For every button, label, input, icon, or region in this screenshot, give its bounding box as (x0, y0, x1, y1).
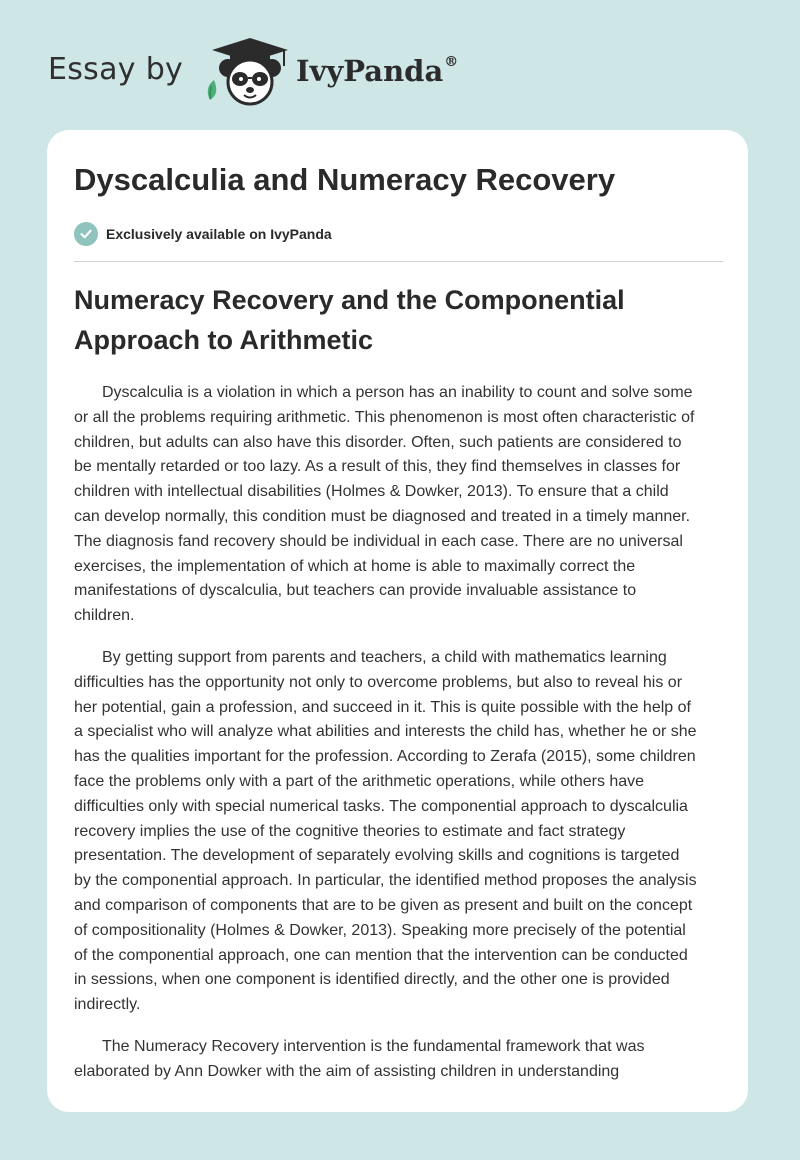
paragraph: The Numeracy Recovery intervention is the fundamental framework that was elaborated by Ann Dowker with the aim of assisting children in understanding (74, 1037, 645, 1080)
registered-mark: ® (444, 54, 459, 71)
panda-logo-icon[interactable] (200, 36, 292, 108)
brand-name[interactable]: IvyPanda® (296, 54, 459, 88)
divider (74, 261, 723, 262)
article-body (74, 381, 723, 1102)
paragraph: By getting support from parents and teachers, a child with mathematics learning difficulties has the opportunity not only to overcome problems, but also to reveal his or her potential, gain a profession, and succeed in it. This is quite possible with the help of a specialist who will analyze what abilities and interests the child has, whether he or she has the qualities important for the profession. According to Zerafa (2015), some children face the problems only with a part of the arithmetic operations, while others have difficulties only with special numerical tasks. The componential approach to dyscalculia recovery implies the use of the cognitive theories to estimate and fact strategy presentation. The development of separately evolving skills and cognitions is targeted by the componential approach. In particular, the identified method proposes the analysis and comparison of components that are to be given as present and built on the concept of compositionality (Holmes & Dowker, 2013). Speaking more precisely of the potential of the componential approach, one can mention that the intervention can be conducted in sessions, when one component is identified directly, and the other one is provided indirectly. (74, 648, 697, 1014)
essay-by-label: Essay by (48, 52, 184, 87)
page-title: Dyscalculia and Numeracy Recovery (74, 162, 616, 197)
section-heading: Numeracy Recovery and the Componential Approach to Arithmetic (74, 285, 625, 355)
exclusive-label: Exclusively available on IvyPanda (106, 226, 332, 242)
exclusive-badge (74, 222, 332, 246)
site-header (0, 0, 800, 130)
check-icon (74, 222, 98, 246)
article-card (47, 130, 748, 1112)
paragraph: Dyscalculia is a violation in which a person has an inability to count and solve some or all the problems requiring arithmetic. This phenomenon is most often characteristic of children, but adults can also have this disorder. Often, such patients are considered to be mentally retarded or too lazy. As a result of this, they find themselves in classes for children with intellectual disabilities (Holmes & Dowker, 2013). To ensure that a child can develop normally, this condition must be diagnosed and treated in a timely manner. The diagnosis fand recovery should be individual in each case. There are no universal exercises, the implementation of which at home is able to maximally correct the manifestations of dyscalculia, but teachers can provide invaluable assistance to children. (74, 384, 695, 625)
